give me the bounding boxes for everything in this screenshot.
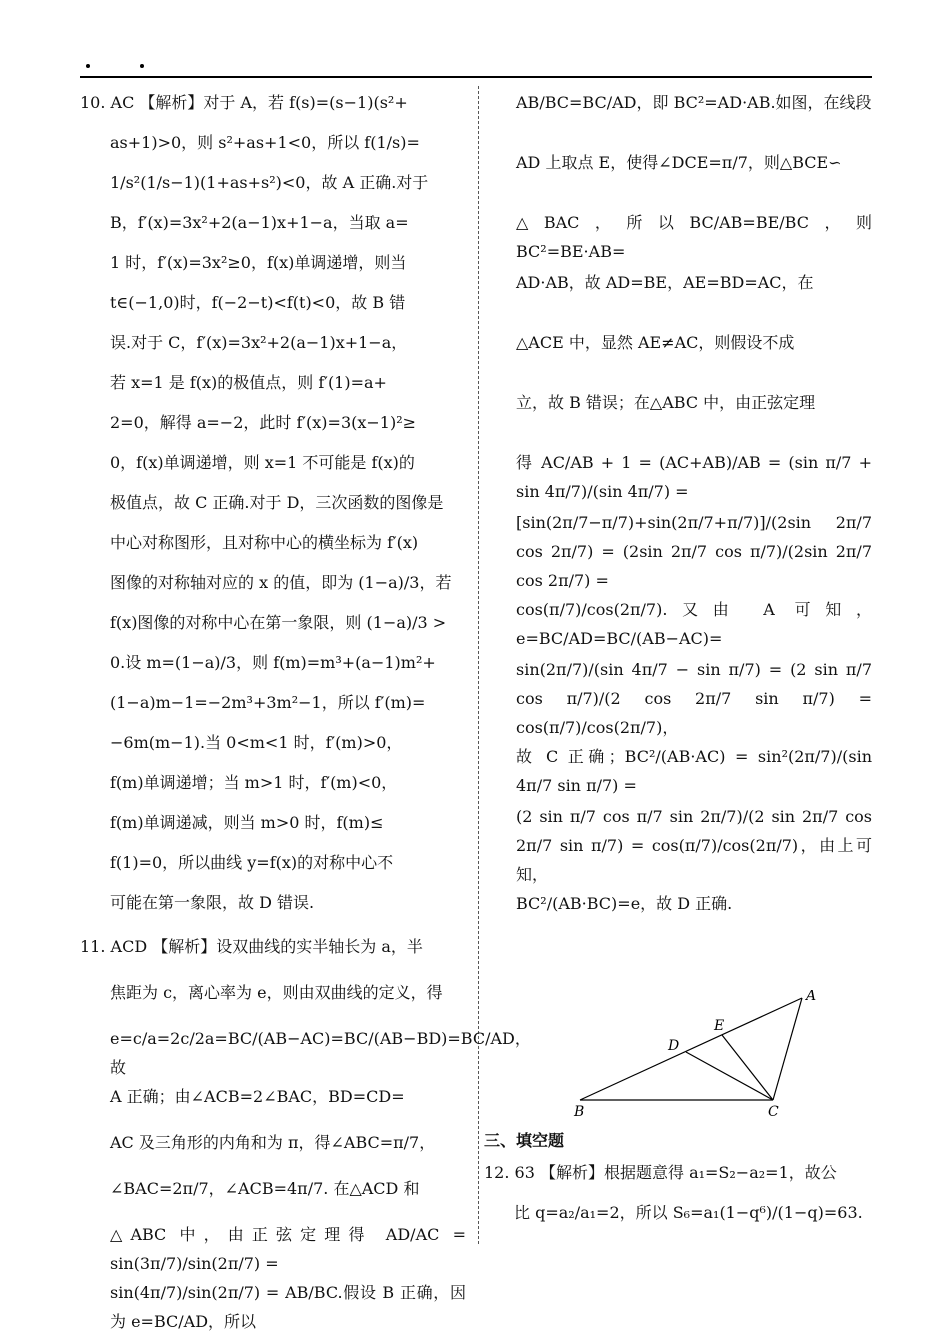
q11-cont-line: 故 C 正确；BC²/(AB·AC) = sin²(2π/7)/(sin 4π/7 sin π/7) = (516, 747, 872, 795)
label-B: B (574, 1104, 585, 1120)
q10-line: 0.设 m=(1−a)/3，则 f(m)=m³+(a−1)m²+ (110, 653, 436, 672)
q10-line: 2=0，解得 a=−2，此时 f′(x)=3(x−1)²≥ (110, 413, 417, 432)
q11-line: 焦距为 c，离心率为 e，则由双曲线的定义，得 (110, 983, 443, 1002)
header-dot-right (140, 64, 144, 68)
q10-line: 10. AC 【解析】对于 A，若 f(s)=(s−1)(s²+ (80, 93, 408, 112)
q10-line: 0，f(x)单调递增，则 x=1 不可能是 f(x)的 (110, 453, 415, 472)
q10-line: 若 x=1 是 f(x)的极值点，则 f′(1)=a+ (110, 373, 387, 392)
column-divider (478, 86, 479, 1244)
q11-cont-line: BC²/(AB·BC)=e，故 D 正确. (516, 894, 733, 913)
question-12-solution (484, 1158, 872, 1238)
q11-cont-line: AD·AB，故 AD=BE，AE=BD=AC，在 (516, 273, 814, 292)
q11-cont-line: (2 sin π/7 cos π/7 sin 2π/7)/(2 sin 2π/7 cos 2π/7 sin π/7) = cos(π/7)/cos(2π/7)，由上可知， (516, 807, 872, 884)
label-A: A (806, 990, 817, 1004)
q10-line: as+1)>0，则 s²+as+1<0，所以 f(1/s)= (110, 133, 420, 152)
q12-line: 12. 63 【解析】根据题意得 a₁=S₂−a₂=1，故公 (484, 1163, 837, 1182)
q11-cont-line: cos(π/7)/cos(2π/7).又由 A 可知，e=BC/AD=BC/(AB−AC)= (516, 600, 872, 648)
q10-line: f(m)单调递增；当 m>1 时，f′(m)<0， (110, 773, 398, 792)
q11-line: e=c/a=2c/2a=BC/(AB−AC)=BC/(AB−BD)=BC/AD，故 (110, 1029, 531, 1077)
q10-line: B，f′(x)=3x²+2(a−1)x+1−a，当取 a= (110, 213, 409, 232)
q10-line: (1−a)m−1=−2m³+3m²−1，所以 f′(m)= (110, 693, 426, 712)
q11-line: AC 及三角形的内角和为 π，得∠ABC=π/7， (110, 1133, 436, 1152)
q11-line: A 正确；由∠ACB=2∠BAC，BD=CD= (110, 1087, 405, 1106)
section-title: 三、填空题 (484, 1131, 565, 1150)
q11-line: sin(4π/7)/sin(2π/7) = AB/BC.假设 B 正确，因为 e=BC/AD，所以 (110, 1283, 466, 1331)
q11-cont-line: 得 AC/AB + 1 = (AC+AB)/AB = (sin π/7 + sin 4π/7)/(sin 4π/7) = (516, 453, 872, 501)
q10-line: f(1)=0，所以曲线 y=f(x)的对称中心不 (110, 853, 394, 872)
q10-line: 图像的对称轴对应的 x 的值，即为 (1−a)/3，若 (110, 573, 452, 592)
q11-cont-line: [sin(2π/7−π/7)+sin(2π/7+π/7)]/(2sin 2π/7 cos 2π/7) = (2sin 2π/7 cos π/7)/(2sin 2π/7 cos 2π/7) = (516, 513, 872, 590)
header-dot-left (86, 64, 90, 68)
q11-cont-line: △BAC，所以BC/AB=BE/BC，则 BC²=BE·AB= (516, 213, 872, 261)
label-E: E (714, 1018, 725, 1034)
q11-cont-line: sin(2π/7)/(sin 4π/7 − sin π/7) = (2 sin π/7 cos π/7)/(2 cos 2π/7 sin π/7) = cos(π/7)/cos(2π/7)， (516, 660, 872, 737)
label-C: C (768, 1104, 779, 1120)
right-column (516, 88, 872, 949)
q11-cont-line: 立，故 B 错误；在△ABC 中，由正弦定理 (516, 393, 816, 412)
q11-line: ∠BAC=2π/7，∠ACB=4π/7. 在△ACD 和 (110, 1179, 420, 1198)
q10-line: 误.对于 C，f′(x)=3x²+2(a−1)x+1−a， (110, 333, 408, 352)
q10-line: t∈(−1,0)时，f(−2−t)<f(t)<0，故 B 错 (110, 293, 406, 312)
label-D: D (668, 1038, 680, 1054)
q10-line: f(x)图像的对称中心在第一象限，则 (1−a)/3 > (110, 613, 447, 632)
q11-line: △ABC 中，由正弦定理得 AD/AC = sin(3π/7)/sin(2π/7) = (110, 1225, 466, 1273)
q10-line: 1/s²(1/s−1)(1+as+s²)<0，故 A 正确.对于 (110, 173, 429, 192)
question-10-solution (80, 88, 466, 928)
q11-line: 11. ACD 【解析】设双曲线的实半轴长为 a，半 (80, 937, 423, 956)
q10-line: 可能在第一象限，故 D 错误. (110, 893, 315, 912)
q10-line: 1 时，f′(x)=3x²≥0，f(x)单调递增，则当 (110, 253, 407, 272)
q10-line: f(m)单调递减，则当 m>0 时，f(m)≤ (110, 813, 384, 832)
q10-line: 极值点，故 C 正确.对于 D，三次函数的图像是 (110, 493, 444, 512)
q11-cont-line: △ACE 中，显然 AE≠AC，则假设不成 (516, 333, 795, 352)
header-rule (80, 76, 872, 78)
q12-line: 比 q=a₂/a₁=2，所以 S₆=a₁(1−q⁶)/(1−q)=63. (514, 1203, 863, 1222)
q11-cont-line: AB/BC=BC/AD，即 BC²=AD·AB.如图，在线段 (516, 93, 872, 112)
q10-line: 中心对称图形，且对称中心的横坐标为 f′(x) (110, 533, 419, 552)
question-11-continued (516, 88, 872, 949)
q10-line: −6m(m−1).当 0<m<1 时，f′(m)>0， (110, 733, 403, 752)
triangle-figure (570, 990, 830, 1120)
q11-cont-line: AD 上取点 E，使得∠DCE=π/7，则△BCE∽ (516, 153, 842, 172)
